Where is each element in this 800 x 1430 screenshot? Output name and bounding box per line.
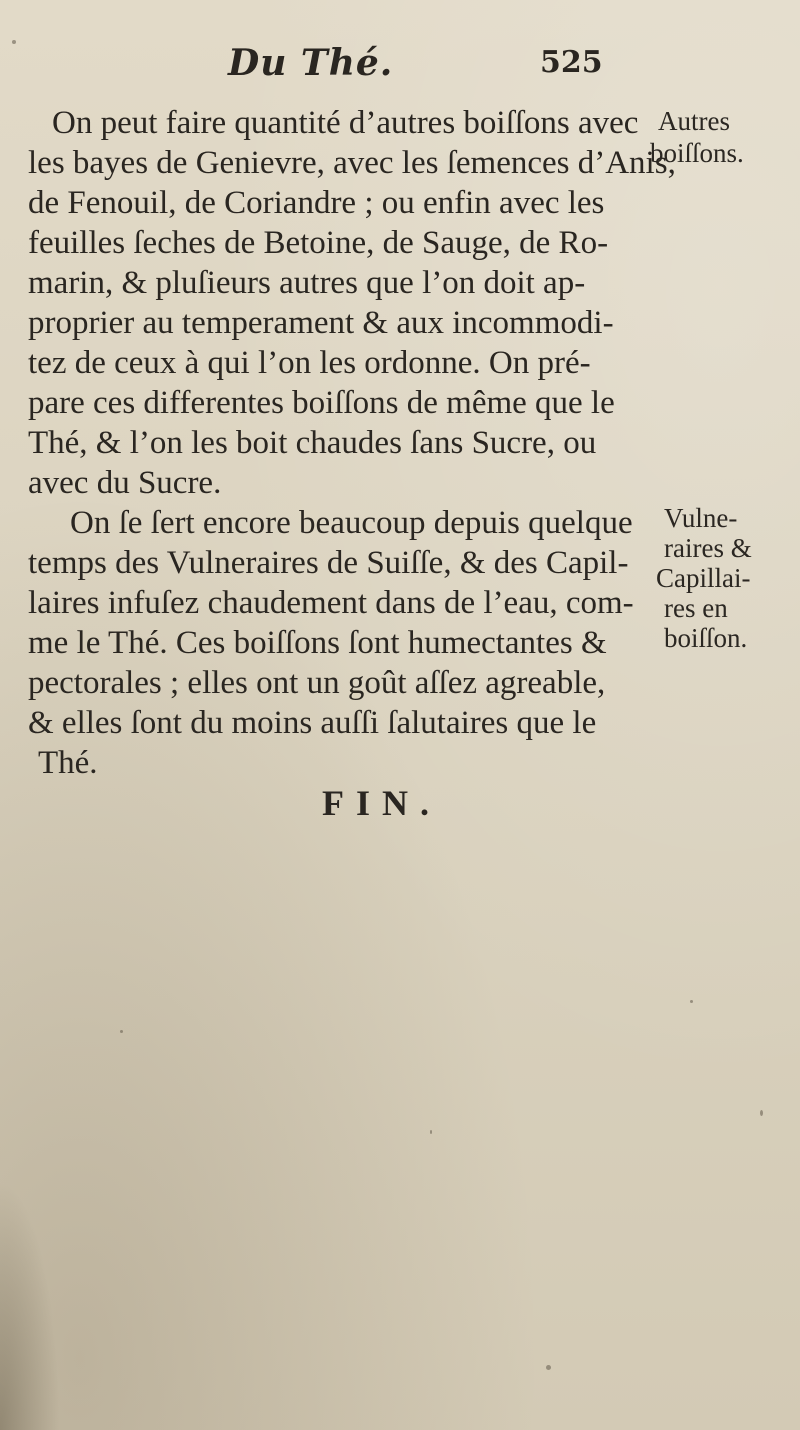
paper-speck: [12, 40, 16, 44]
body-line: Thé.: [38, 745, 98, 781]
paper-speck: [120, 1030, 123, 1033]
running-head-title: Du Thé.: [228, 42, 394, 84]
body-line: avec du Sucre.: [28, 465, 222, 501]
body-line: & elles ſont du moins auſſi ſalutaires que le: [28, 705, 597, 741]
body-line: Thé, & l’on les boit chaudes ſans Sucre, ou: [28, 425, 597, 461]
body-line: me le Thé. Ces boiſſons ſont humectantes &: [28, 625, 607, 661]
margin-note-line: raires &: [664, 533, 752, 563]
body-line: pectorales ; elles ont un goût aſſez agreable,: [28, 665, 606, 701]
closing-fin: FIN.: [322, 783, 441, 823]
body-line: marin, & pluſieurs autres que l’on doit ap-: [28, 265, 586, 301]
margin-note-line: Capillai-: [656, 563, 751, 593]
body-line: On ſe ſert encore beaucoup depuis quelque: [70, 505, 633, 541]
body-line: de Fenouil, de Coriandre ; ou enfin avec les: [28, 185, 605, 221]
margin-note-line: Vulne-: [664, 503, 738, 533]
paper-speck: [430, 1130, 432, 1134]
paper-speck: [690, 1000, 693, 1003]
body-line: temps des Vulneraires de Suiſſe, & des Capil-: [28, 545, 629, 581]
body-line: les bayes de Genievre, avec les ſemences d’Anis,: [28, 145, 676, 181]
body-line: proprier au temperament & aux incommodi-: [28, 305, 614, 341]
paper-speck: [546, 1365, 551, 1370]
margin-note-line: Autres: [658, 106, 730, 136]
page-number: 525: [540, 45, 603, 80]
page-edge-shadow: [0, 1180, 60, 1430]
body-line: laires infuſez chaudement dans de l’eau, com-: [28, 585, 634, 621]
body-line: feuilles ſeches de Betoine, de Sauge, de Ro-: [28, 225, 609, 261]
body-line: tez de ceux à qui l’on les ordonne. On pré-: [28, 345, 591, 381]
body-line: On peut faire quantité d’autres boiſſons avec: [52, 105, 639, 141]
body-line: pare ces differentes boiſſons de même que le: [28, 385, 615, 421]
margin-note-line: boiſſon.: [664, 623, 748, 653]
margin-note-line: boiſſons.: [650, 138, 744, 168]
paper-speck: [760, 1110, 763, 1116]
margin-note-line: res en: [664, 593, 728, 623]
